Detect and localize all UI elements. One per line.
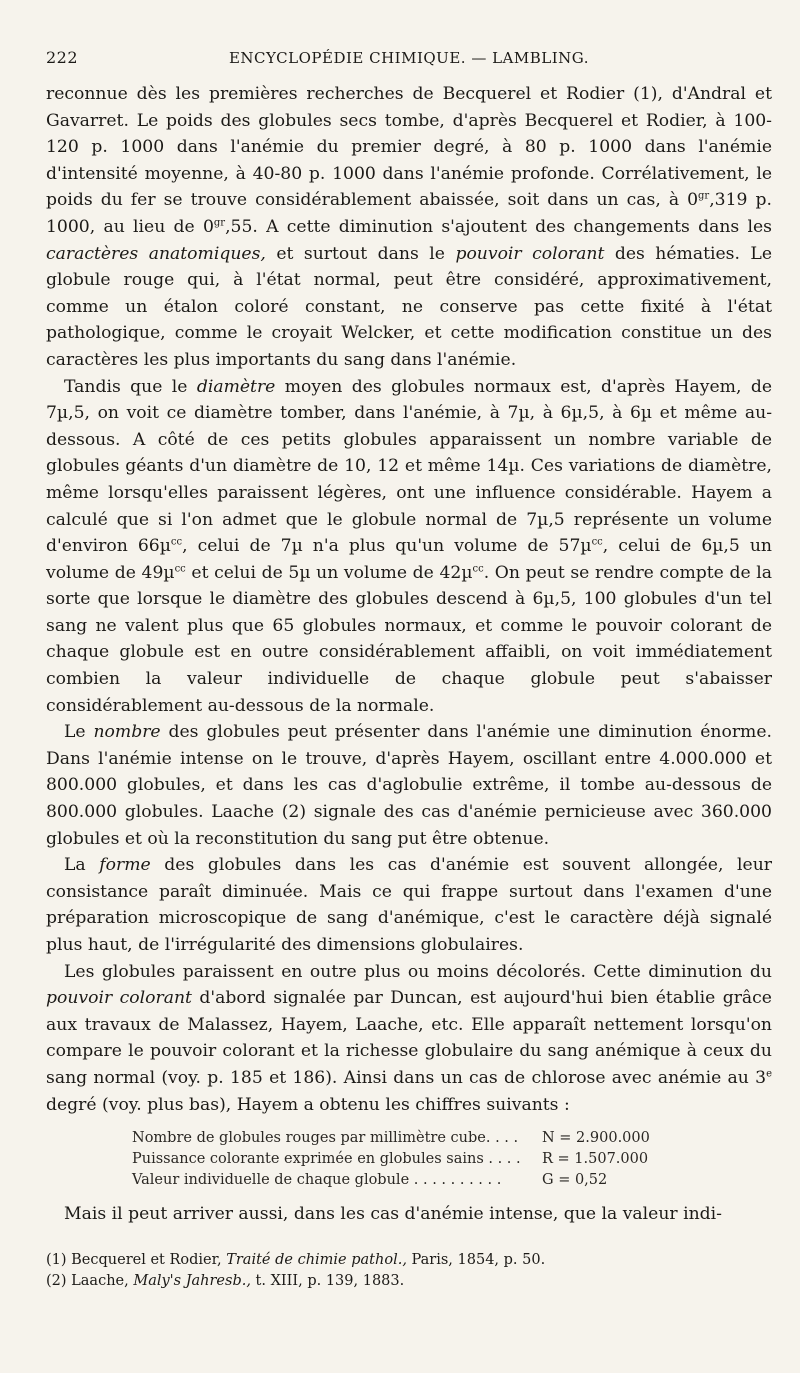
paragraph-3: [46, 719, 772, 852]
text-run: , celui de 7µ n'a plus qu'un volume de 57µ: [182, 536, 592, 557]
table-label: Valeur individuelle de chaque globule . . . . . . . . . .: [132, 1172, 502, 1189]
body-text: [46, 81, 772, 1228]
superscript: cc: [472, 562, 484, 574]
italic-term: Traité de chimie pathol.,: [226, 1251, 407, 1268]
table-row: [132, 1170, 650, 1191]
italic-term: caractères anatomiques,: [46, 243, 266, 264]
blood-values-table: [132, 1128, 650, 1191]
text-run: Les globules paraissent en outre plus ou moins décolorés. Cette diminution du: [64, 961, 772, 982]
text-run: des globules peut présenter dans l'anémie une diminution énorme. Dans l'anémie intense on le trouve, d'après Hayem, oscillant entre 4.000.000 et 800.000 globules, et dans les cas d'aglobulie extrême, il tombe au-dessous de 800.000 globules. Laache (2) signale des cas d'anémie pernicieuse avec 360.000 globules et où la reconstitution du sang put être obtenue.: [46, 722, 772, 849]
paragraph-4: [46, 852, 772, 958]
footnote: [46, 1250, 772, 1271]
superscript: cc: [174, 562, 186, 574]
text-run: et celui de 5µ un volume de 42µ: [185, 562, 473, 583]
paragraph-2: [46, 374, 772, 720]
text-run: des hématies. Le globule rouge qui, à l'état normal, peut être considéré, approximativement, comme un étalon coloré constant, ne conserve pas cette fixité à l'état pathologique, comme le croyait Welcker, et cette modification constitue un des caractères les plus importants du sang dans l'anémie.: [46, 243, 772, 370]
text-run: degré (voy. plus bas), Hayem a obtenu les chiffres suivants :: [46, 1094, 570, 1115]
text-run: moyen des globules normaux est, d'après Hayem, de 7µ,5, on voit ce diamètre tomber, dans l'anémie, à 7µ, à 6µ,5, à 6µ et même au-dessous. A côté de ces petits globules apparaissent un nombre variable de globules géants d'un diamètre de 10, 12 et même 14µ. Ces variations de diamètre, même lorsqu'elles paraissent légères, ont une influence considérable. Hayem a calculé que si l'on admet que le globule normal de 7µ,5 représente un volume d'environ 66µ: [46, 376, 772, 557]
footnote-mark: (1): [46, 1251, 67, 1268]
text-run: ,55. A cette diminution s'ajoutent des changements dans les: [225, 216, 772, 237]
superscript: e: [766, 1068, 772, 1080]
text-run: des globules dans les cas d'anémie est souvent allongée, leur consistance paraît diminuée. Mais ce qui frappe surtout dans l'examen d'une préparation microscopique de sang d'anémique, c'est le caractère déjà signalé plus haut, de l'irrégularité des dimensions globulaires.: [46, 855, 772, 955]
text-run: reconnue dès les premières recherches de Becquerel et Rodier (1), d'Andral et Gavarret. Le poids des globules secs tombe, d'après Becquerel et Rodier, à 100-120 p. 1000 dans l'anémie du premier degré, à 80 p. 1000 dans l'anémie d'intensité moyenne, à 40-80 p. 1000 dans l'anémie profonde. Corrélativement, le poids du fer se trouve considérablement abaissée, soit dans un cas, à 0: [46, 84, 772, 211]
text-run: ,319 p. 1000, au lieu de 0: [46, 190, 772, 237]
text-run: , celui de 6µ,5 un volume de 49µ: [46, 536, 772, 583]
text-run: La: [64, 855, 100, 876]
table-value: R = 1.507.000: [542, 1151, 649, 1168]
paragraph-1: [46, 81, 772, 374]
italic-term: diamètre: [196, 376, 276, 397]
text-run: Le: [64, 722, 94, 743]
text-run: . On peut se rendre compte de la sorte que lorsque le diamètre des globules descend à 6µ,5, 100 globules d'un tel sang ne valent plus que 65 globules normaux, et comme le pouvoir colorant de chaque globule est en outre considérablement affaibli, on voit immédiatement combien la valeur individuelle de chaque globule peut s'abaisser considérablement au-dessous de la normale.: [46, 562, 772, 716]
footnote: [46, 1271, 772, 1292]
superscript: cc: [170, 536, 183, 548]
text-run: Tandis que le: [64, 376, 197, 397]
table-row: [132, 1128, 650, 1149]
text-run: Paris, 1854, p. 50.: [406, 1251, 546, 1268]
text-run: d'abord signalée par Duncan, est aujourd'hui bien établie grâce aux travaux de Malassez, Hayem, Laache, etc. Elle apparaît nettement lorsqu'on compare le pouvoir colorant et la richesse globulaire du sang anémique à ceux du sang normal (voy. p. 185 et 186). Ainsi dans un cas de chlorose avec anémie au 3: [46, 988, 772, 1088]
table-value: N = 2.900.000: [542, 1130, 650, 1147]
paragraph-6: [46, 1201, 772, 1228]
running-header: [46, 48, 772, 67]
superscript: cc: [591, 536, 603, 548]
footnotes: [46, 1250, 772, 1292]
text-run: Laache,: [66, 1272, 134, 1289]
superscript: gr: [213, 217, 226, 229]
page-number: 222: [46, 48, 79, 67]
italic-term: Maly's Jahresb.,: [133, 1272, 251, 1289]
text-run: Mais il peut arriver aussi, dans les cas d'anémie intense, que la valeur indi-: [64, 1204, 722, 1225]
text-run: Becquerel et Rodier,: [66, 1251, 227, 1268]
text-run: et surtout dans le: [265, 243, 456, 264]
paragraph-5: [46, 959, 772, 1119]
superscript: gr: [698, 190, 710, 202]
italic-term: pouvoir colorant: [455, 243, 605, 264]
italic-term: pouvoir colorant: [46, 988, 192, 1009]
table-value: G = 0,52: [542, 1172, 608, 1189]
table-row: [132, 1149, 650, 1170]
footnote-mark: (2): [46, 1272, 67, 1289]
table-label: Puissance colorante exprimée en globules sains . . . .: [132, 1151, 521, 1168]
italic-term: nombre: [93, 722, 161, 743]
italic-term: forme: [99, 855, 151, 876]
running-title: ENCYCLOPÉDIE CHIMIQUE. — LAMBLING.: [228, 49, 589, 67]
text-run: t. XIII, p. 139, 1883.: [250, 1272, 405, 1289]
table-label: Nombre de globules rouges par millimètre cube. . . .: [132, 1130, 519, 1147]
